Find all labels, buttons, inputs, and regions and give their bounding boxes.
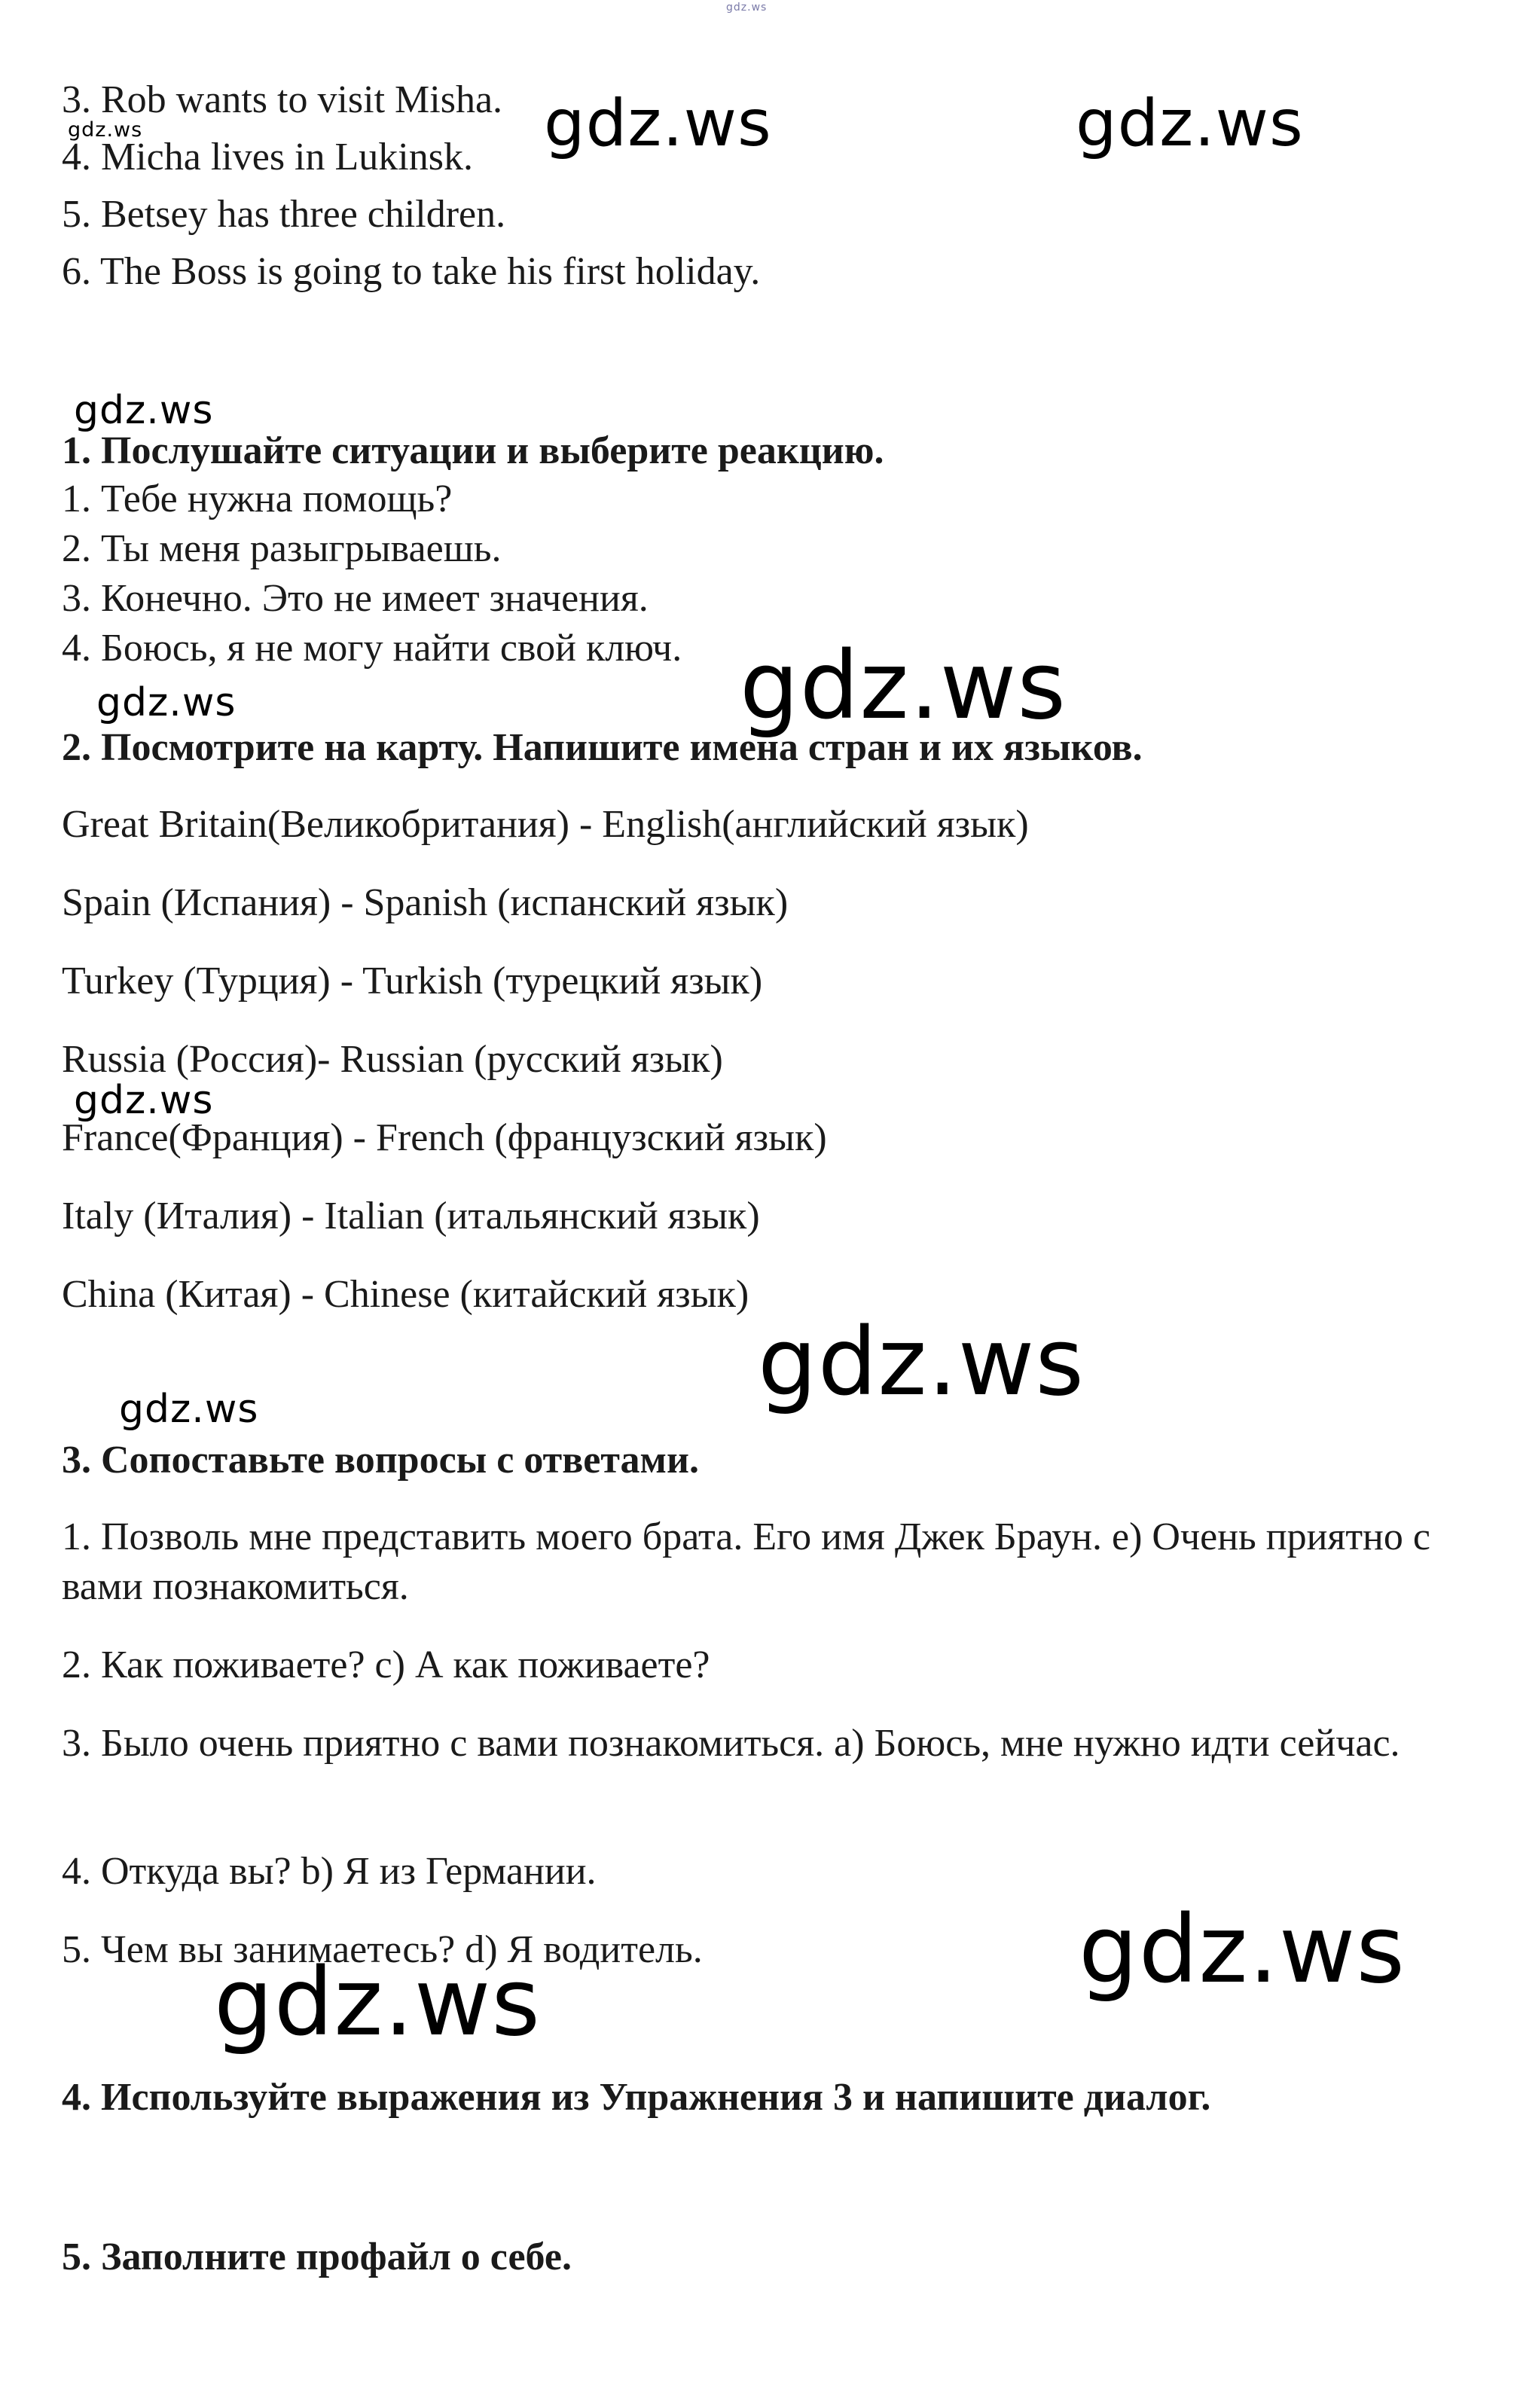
ex1-item-1: 1. Тебе нужна помощь?	[62, 478, 453, 520]
ex5-title: 5. Заполните профайл о себе.	[62, 2236, 572, 2278]
ex3-item-1: 1. Позволь мне представить моего брата. Его имя Джек Браун. e) Очень приятно с вами познакомиться.	[62, 1515, 1430, 1608]
ex3-item-2: 2. Как поживаете? c) А как поживаете?	[62, 1643, 710, 1686]
ex1-item-4: 4. Боюсь, я не могу найти свой ключ.	[62, 627, 682, 670]
intro-line-3: 3. Rob wants to visit Misha.	[62, 78, 503, 121]
watermark-top: gdz.ws	[726, 2, 768, 14]
intro-line-6: 6. The Boss is going to take his first holiday.	[62, 250, 761, 293]
ex3-item-5: 5. Чем вы занимаетесь? d) Я водитель.	[62, 1928, 703, 1971]
ex2-item-6: Italy (Италия) - Italian (итальянский язык)	[62, 1195, 760, 1238]
ex2-item-2: Spain (Испания) - Spanish (испанский язык)	[62, 881, 789, 924]
watermark: gdz.ws	[1076, 86, 1304, 161]
intro-line-5: 5. Betsey has three children.	[62, 193, 506, 236]
ex2-item-3: Turkey (Турция) - Turkish (турецкий язык)	[62, 960, 763, 1003]
watermark: gdz.ws	[96, 680, 237, 725]
watermark: gdz.ws	[74, 388, 214, 433]
ex3-title: 3. Сопоставьте вопросы с ответами.	[62, 1439, 699, 1482]
watermark: gdz.ws	[119, 1387, 259, 1432]
watermark: gdz.ws	[214, 1949, 541, 2057]
ex1-item-3: 3. Конечно. Это не имеет значения.	[62, 577, 649, 620]
ex2-title: 2. Посмотрите на карту. Напишите имена стран и их языков.	[62, 726, 1143, 769]
ex1-item-2: 2. Ты меня разыгрываешь.	[62, 527, 502, 570]
ex4-title: 4. Используйте выражения из Упражнения 3 и напишите диалог.	[62, 2076, 1211, 2119]
ex3-item-4: 4. Откуда вы? b) Я из Германии.	[62, 1850, 597, 1893]
watermark: gdz.ws	[68, 118, 143, 142]
ex3-item-3: 3. Было очень приятно с вами познакомиться. a) Боюсь, мне нужно идти сейчас.	[62, 1722, 1400, 1765]
watermark: gdz.ws	[1079, 1896, 1406, 2004]
watermark: gdz.ws	[74, 1078, 214, 1123]
watermark: gdz.ws	[758, 1308, 1085, 1417]
ex2-item-4: Russia (Россия)- Russian (русский язык)	[62, 1038, 723, 1081]
ex2-item-7: China (Китая) - Chinese (китайский язык)	[62, 1273, 749, 1316]
intro-line-4: 4. Micha lives in Lukinsk.	[62, 136, 473, 179]
ex2-item-5: France(Франция) - French (французский язык)	[62, 1116, 827, 1159]
ex1-title: 1. Послушайте ситуации и выберите реакцию.	[62, 429, 884, 472]
ex2-item-1: Great Britain(Великобритания) - English(английский язык)	[62, 803, 1029, 846]
watermark: gdz.ws	[544, 86, 772, 161]
watermark: gdz.ws	[740, 632, 1067, 740]
